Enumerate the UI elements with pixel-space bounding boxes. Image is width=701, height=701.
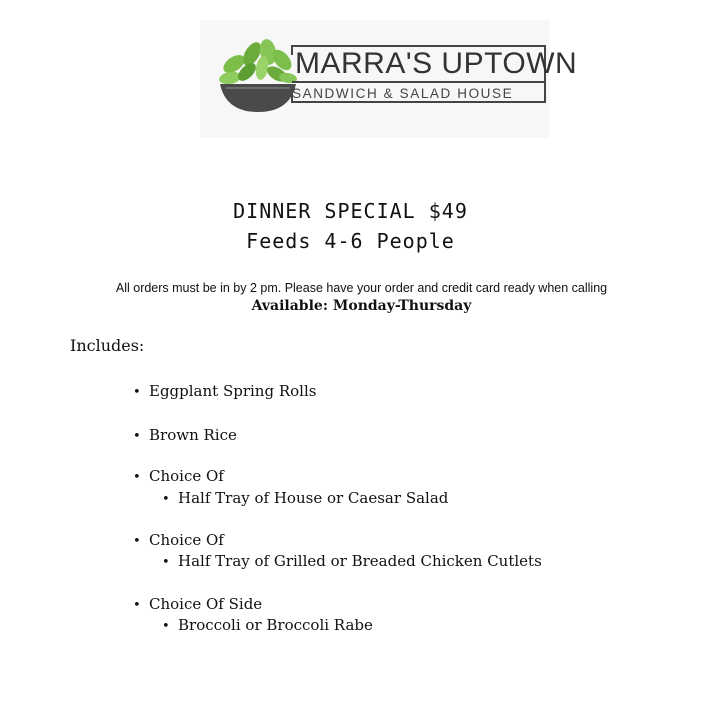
availability: Available: Monday-Thursday [251,298,472,314]
list-item-text: Broccoli or Broccoli Rabe [178,616,373,634]
order-notice: All orders must be in by 2 pm. Please have your order and credit card ready when calling [115,281,608,295]
list-item: • Choice Of Side [133,595,263,613]
list-item: • Eggplant Spring Rolls [133,382,317,400]
list-item: • Brown Rice [133,426,237,444]
logo [200,20,578,138]
list-item-text: Half Tray of Grilled or Breaded Chicken Cutlets [178,552,542,570]
logo-name: MARRA'S UPTOWN [295,47,578,80]
includes-label: Includes: [70,336,145,355]
logo-subtitle: SANDWICH & SALAD HOUSE [292,86,514,101]
list-subitem: • Half Tray of Grilled or Breaded Chicken Cutlets [162,552,542,570]
list-item-text: Choice Of [149,467,224,485]
list-item-text: Choice Of [149,531,224,549]
list-item: • Choice Of [133,531,224,549]
list-item: • Choice Of [133,467,224,485]
list-item-text: Choice Of Side [149,595,263,613]
special-feeds: Feeds 4-6 People [246,229,455,253]
list-item-text: Half Tray of House or Caesar Salad [178,489,449,507]
special-title: DINNER SPECIAL $49 [233,199,468,223]
list-subitem: • Half Tray of House or Caesar Salad [162,489,449,507]
list-subitem: • Broccoli or Broccoli Rabe [162,616,373,634]
list-item-text: Eggplant Spring Rolls [149,382,317,400]
list-item-text: Brown Rice [149,426,237,444]
